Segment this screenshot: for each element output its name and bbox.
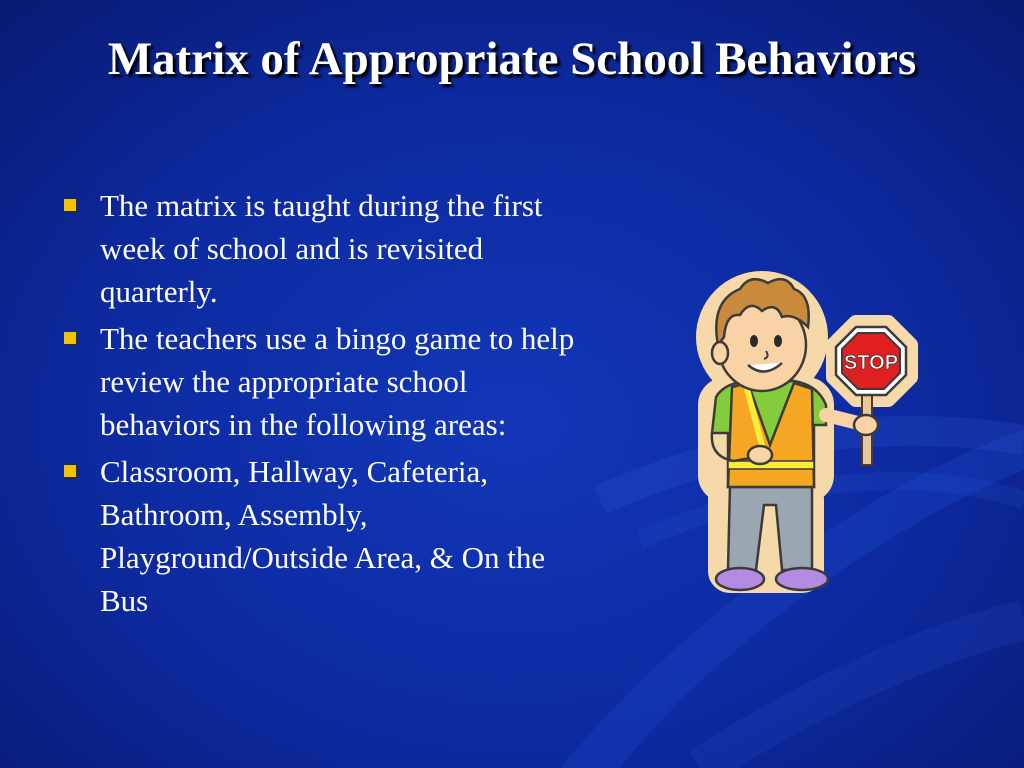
slide-title: Matrix of Appropriate School Behaviors — [107, 33, 917, 85]
square-bullet-icon — [64, 199, 76, 211]
square-bullet-icon — [64, 465, 76, 477]
bullet-list — [60, 184, 590, 626]
bullet-text: The matrix is taught during the first week of school and is revisited quarterly. — [100, 188, 543, 309]
crossing-guard-child-icon — [690, 265, 930, 610]
bullet-text: Classroom, Hallway, Cafeteria, Bathroom, Assembly, Playground/Outside Area, & On the Bus — [100, 454, 546, 618]
square-bullet-icon — [64, 332, 76, 344]
bullet-item — [60, 317, 590, 446]
bullet-item — [60, 450, 590, 622]
stop-sign-label: STOP — [843, 352, 899, 374]
bullet-text: The teachers use a bingo game to help review the appropriate school behaviors in the following areas: — [100, 321, 575, 442]
bullet-item — [60, 184, 590, 313]
